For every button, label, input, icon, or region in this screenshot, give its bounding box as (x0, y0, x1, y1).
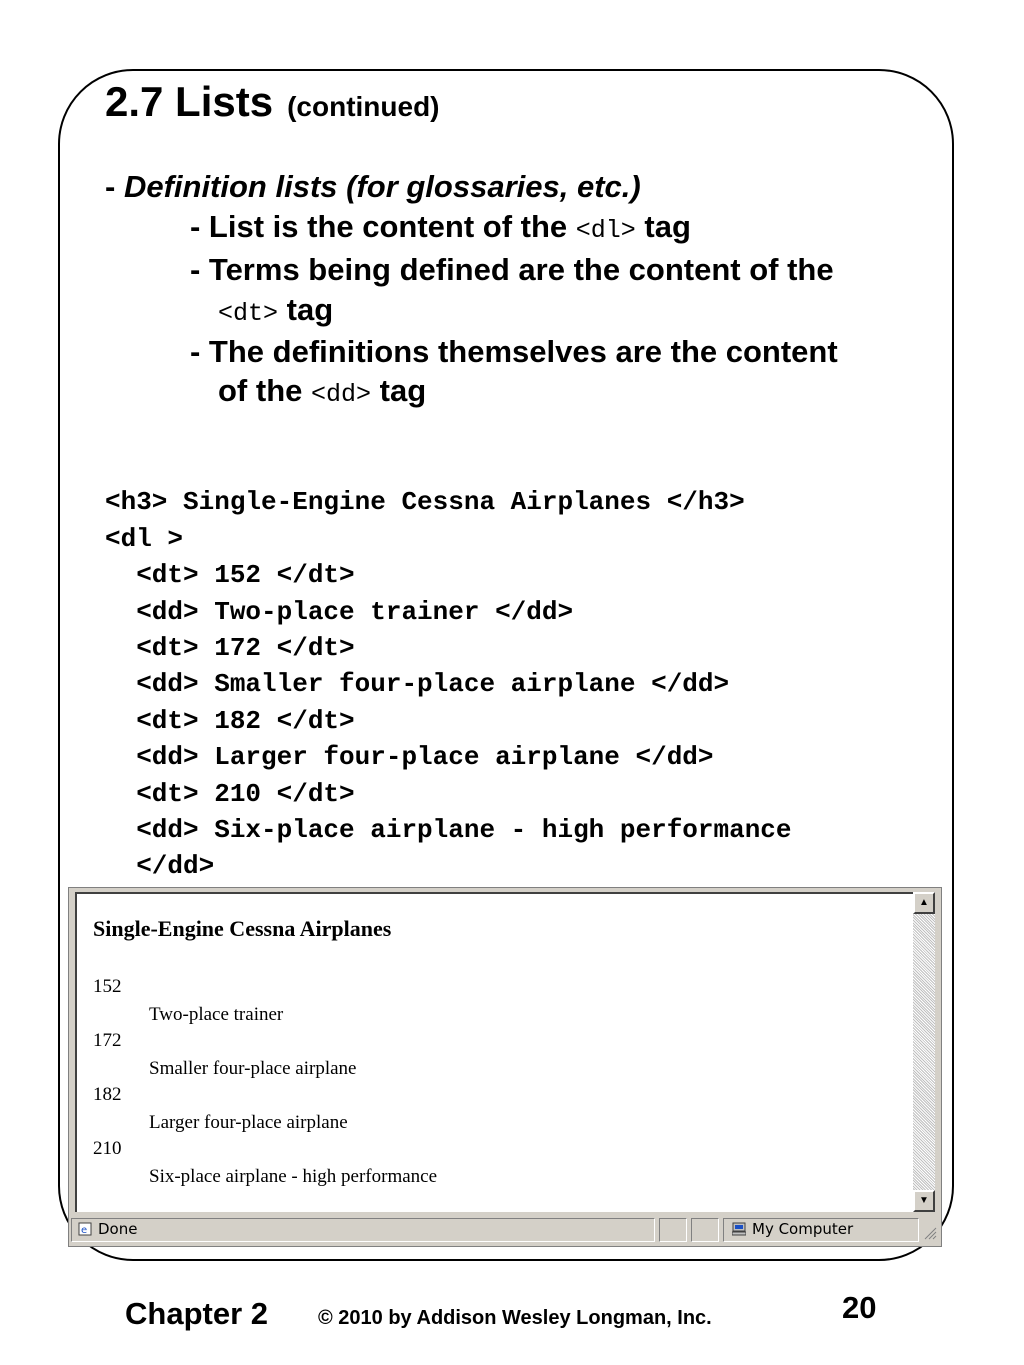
vertical-scrollbar[interactable] (913, 892, 935, 1212)
rendered-term: 172 (93, 1030, 122, 1051)
bullet-dd-line1: - The definitions themselves are the content (190, 334, 838, 369)
rendered-term: 152 (93, 976, 122, 997)
zone-text: My Computer (752, 1220, 854, 1238)
status-panel-zone (723, 1218, 919, 1242)
rendered-heading: Single-Engine Cessna Airplanes (93, 916, 392, 941)
status-text: Done (98, 1220, 138, 1238)
page-number: 20 (842, 1290, 877, 1325)
bullet-dl (190, 207, 691, 251)
code-line: <dt> 172 </dt> (105, 633, 355, 664)
bullet-dd-code: <dd> (311, 380, 372, 409)
bullet-dl-pre: - List is the content of the (190, 209, 576, 244)
resize-grip-icon[interactable] (923, 1226, 937, 1240)
footer-copyright: © 2010 by Addison Wesley Longman, Inc. (318, 1307, 712, 1329)
status-panel-main (71, 1218, 655, 1242)
bullet-dl-code: <dl> (575, 216, 636, 245)
computer-icon (732, 1222, 746, 1236)
bullet-dt-post: tag (278, 292, 334, 327)
code-line: <h3> Single-Engine Cessna Airplanes </h3> (105, 487, 745, 518)
ie-page-icon (78, 1222, 92, 1236)
status-panel-empty (659, 1218, 687, 1242)
code-line: <dt> 152 </dt> (105, 560, 355, 591)
bullet-dt-line1: - Terms being defined are the content of the (190, 252, 834, 287)
slide-title (105, 78, 440, 126)
scroll-down-button[interactable]: ▼ (913, 1190, 935, 1212)
title-sub: (continued) (287, 91, 440, 122)
bullet-heading-text: Definition lists (for glossaries, etc.) (123, 169, 641, 204)
bullet-heading (105, 167, 641, 207)
bullet-dt-line2 (218, 290, 333, 334)
rendered-definition: Smaller four-place airplane (149, 1058, 357, 1079)
code-line: </dd> (105, 851, 215, 882)
scroll-up-button[interactable]: ▲ (913, 892, 935, 914)
code-line: <dd> Smaller four-place airplane </dd> (105, 669, 730, 700)
bullet-dd-pre: of the (218, 373, 311, 408)
bullet-dt-code: <dt> (218, 299, 279, 328)
bullet-dd-line2 (218, 371, 426, 415)
bullet-dd-post: tag (371, 373, 427, 408)
rendered-term: 182 (93, 1084, 122, 1105)
code-listing (105, 448, 792, 958)
rendered-definition: Larger four-place airplane (149, 1112, 348, 1133)
code-line: <dl > (105, 523, 184, 554)
status-panel-empty (691, 1218, 719, 1242)
browser-viewport[interactable] (75, 892, 913, 1212)
status-bar (71, 1216, 939, 1244)
code-line: <dd> Six-place airplane - high performance (105, 815, 792, 846)
bullet-heading-dash: - (105, 169, 124, 204)
code-line: <dt> 210 </dt> (105, 778, 355, 809)
rendered-term: 210 (93, 1138, 122, 1159)
rendered-definition: Two-place trainer (149, 1004, 284, 1025)
footer-chapter: Chapter 2 (125, 1296, 268, 1331)
svg-text:e: e (81, 1225, 88, 1236)
code-line: <dd> Two-place trainer </dd> (105, 596, 574, 627)
code-line: <dt> 182 </dt> (105, 705, 355, 736)
rendered-definition: Six-place airplane - high performance (149, 1166, 438, 1187)
bullet-dl-post: tag (635, 209, 691, 244)
browser-window (68, 887, 942, 1247)
code-line: <dd> Larger four-place airplane </dd> (105, 742, 714, 773)
title-main: 2.7 Lists (105, 78, 274, 125)
